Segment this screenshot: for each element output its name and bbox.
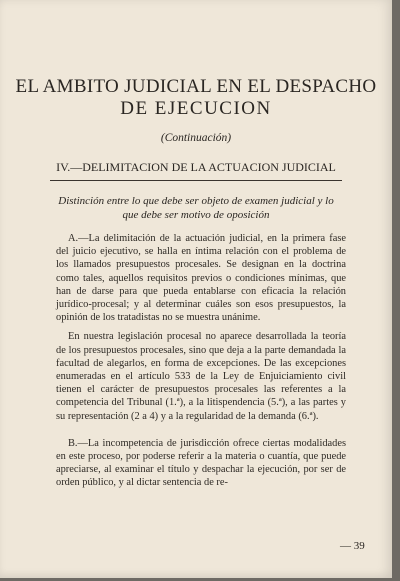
paragraph-b: B.—La incompetencia de jurisdicción ofrece ciertas modalidades en este proceso, por poderse referir a la materia o cuantía, que puede apreciarse, al examinar el título y despachar la ejecución, por ser de orden público, y al dictar sentencia de re- xyxy=(56,437,346,489)
section-heading: IV.—DELIMITACION DE LA ACTUACION JUDICIAL xyxy=(56,160,336,174)
section-subtitle: Distinción entre lo que debe ser objeto de examen judicial y lo que debe ser motivo de oposición xyxy=(58,195,334,221)
paragraph-a: A.—La delimitación de la actuación judicial, en la primera fase del juicio ejecutivo, se halla en íntima relación con el problema de los llamados presupuestos procesales. Se designan en la doctrina como tales, aquellos requisitos previos o condiciones mínimas, que han de darse para que pueda entablarse con eficacia la relación jurídico-procesal; y al determinar cuáles son esos presupuestos, la opinión de los tratadistas no se muestra unánime. xyxy=(56,233,346,324)
paragraph-legislation: En nuestra legislación procesal no aparece desarrollada la teoría de los presupuestos procesales, sino que deja a la parte demandada la facultad de alegarlos, en forma de excepciones. De las excepciones enumeradas en el artículo 533 de la Ley de Enjuiciamiento civil tienen el carácter de presupuestos procesales las referentes a la competencia del Tribunal (1.ª), a la litispendencia (5.ª), a las partes y su representación (2 a 4) y a la regularidad de la demanda (6.ª). xyxy=(56,331,346,422)
heading-rule xyxy=(50,180,342,181)
title-line-1: EL AMBITO JUDICIAL EN EL DESPACHO xyxy=(15,76,377,97)
body-text xyxy=(56,232,346,496)
page-number: — 39 xyxy=(340,540,365,552)
title-line-2: DE EJECUCION xyxy=(120,98,272,119)
continuation-note: (Continuación) xyxy=(160,132,232,144)
